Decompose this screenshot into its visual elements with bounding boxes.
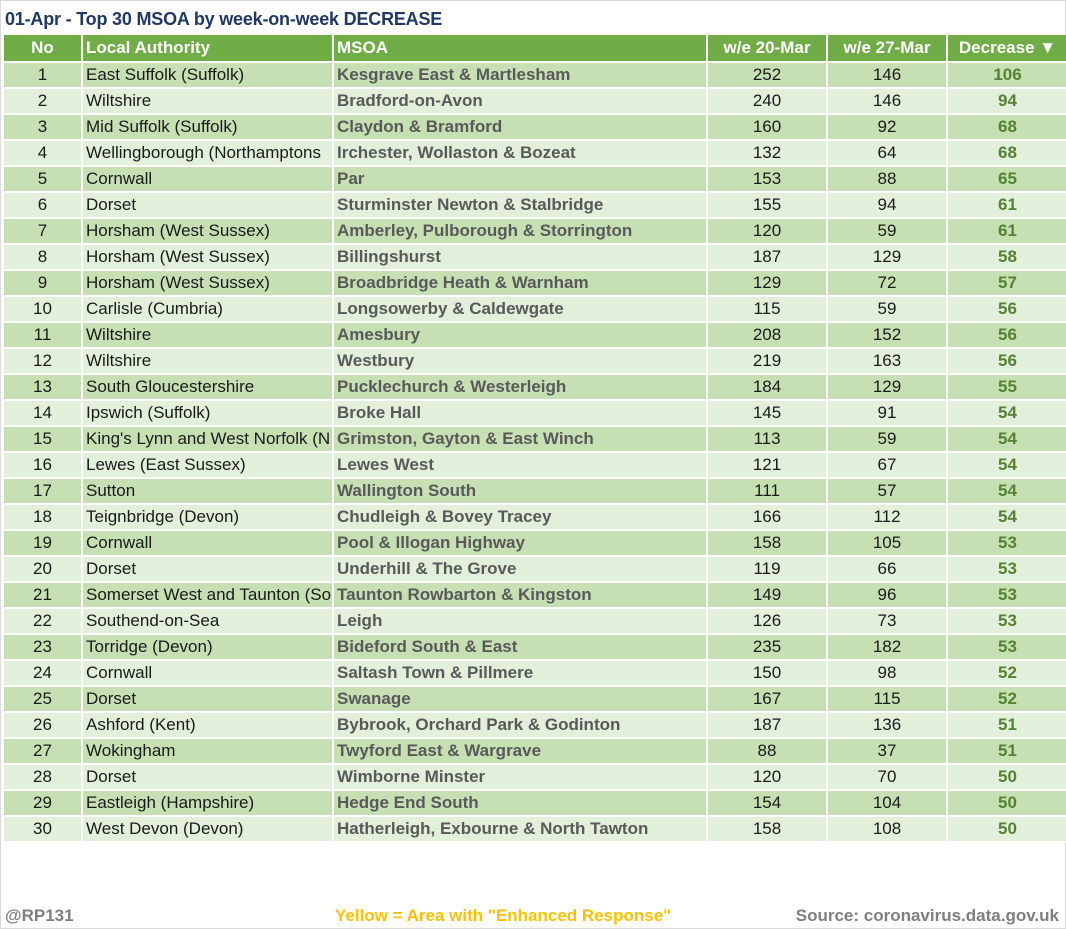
cell-we-27-mar: 94 bbox=[827, 192, 947, 218]
cell-we-27-mar: 70 bbox=[827, 764, 947, 790]
column-header-decrease-sorted-desc[interactable]: Decrease ▼ bbox=[947, 35, 1066, 62]
cell-rank: 4 bbox=[3, 140, 82, 166]
cell-we-27-mar: 37 bbox=[827, 738, 947, 764]
cell-msoa: Amberley, Pulborough & Storrington bbox=[333, 218, 707, 244]
cell-msoa: Swanage bbox=[333, 686, 707, 712]
cell-we-20-mar: 119 bbox=[707, 556, 827, 582]
cell-local-authority: Cornwall bbox=[82, 166, 333, 192]
cell-local-authority: Torridge (Devon) bbox=[82, 634, 333, 660]
cell-local-authority: East Suffolk (Suffolk) bbox=[82, 62, 333, 88]
cell-local-authority: Horsham (West Sussex) bbox=[82, 244, 333, 270]
table-row bbox=[3, 556, 1066, 582]
cell-local-authority: Eastleigh (Hampshire) bbox=[82, 790, 333, 816]
legend-note: Yellow = Area with "Enhanced Response" bbox=[335, 906, 672, 925]
cell-msoa: Irchester, Wollaston & Bozeat bbox=[333, 140, 707, 166]
cell-rank: 17 bbox=[3, 478, 82, 504]
cell-msoa: Taunton Rowbarton & Kingston bbox=[333, 582, 707, 608]
cell-local-authority: Lewes (East Sussex) bbox=[82, 452, 333, 478]
cell-decrease: 56 bbox=[947, 322, 1066, 348]
cell-we-20-mar: 158 bbox=[707, 816, 827, 842]
table-row bbox=[3, 218, 1066, 244]
cell-local-authority: Sutton bbox=[82, 478, 333, 504]
cell-msoa: Saltash Town & Pillmere bbox=[333, 660, 707, 686]
cell-rank: 12 bbox=[3, 348, 82, 374]
cell-msoa: Claydon & Bramford bbox=[333, 114, 707, 140]
table-row bbox=[3, 114, 1066, 140]
cell-rank: 26 bbox=[3, 712, 82, 738]
cell-rank: 1 bbox=[3, 62, 82, 88]
cell-we-27-mar: 104 bbox=[827, 790, 947, 816]
cell-rank: 29 bbox=[3, 790, 82, 816]
table-row bbox=[3, 400, 1066, 426]
cell-rank: 5 bbox=[3, 166, 82, 192]
cell-msoa: Bybrook, Orchard Park & Godinton bbox=[333, 712, 707, 738]
cell-we-20-mar: 88 bbox=[707, 738, 827, 764]
cell-msoa: Underhill & The Grove bbox=[333, 556, 707, 582]
cell-decrease: 61 bbox=[947, 192, 1066, 218]
table-row bbox=[3, 634, 1066, 660]
cell-we-20-mar: 155 bbox=[707, 192, 827, 218]
table-row bbox=[3, 62, 1066, 88]
cell-local-authority: South Gloucestershire bbox=[82, 374, 333, 400]
cell-we-20-mar: 149 bbox=[707, 582, 827, 608]
table-row bbox=[3, 816, 1066, 842]
cell-local-authority: Horsham (West Sussex) bbox=[82, 218, 333, 244]
cell-we-27-mar: 115 bbox=[827, 686, 947, 712]
cell-msoa: Leigh bbox=[333, 608, 707, 634]
cell-local-authority: Dorset bbox=[82, 556, 333, 582]
cell-local-authority: Southend-on-Sea bbox=[82, 608, 333, 634]
cell-we-20-mar: 208 bbox=[707, 322, 827, 348]
cell-we-20-mar: 145 bbox=[707, 400, 827, 426]
cell-we-27-mar: 72 bbox=[827, 270, 947, 296]
cell-rank: 3 bbox=[3, 114, 82, 140]
cell-decrease: 53 bbox=[947, 530, 1066, 556]
cell-we-27-mar: 163 bbox=[827, 348, 947, 374]
table-row bbox=[3, 140, 1066, 166]
table-row bbox=[3, 686, 1066, 712]
cell-rank: 10 bbox=[3, 296, 82, 322]
cell-decrease: 54 bbox=[947, 452, 1066, 478]
cell-we-27-mar: 98 bbox=[827, 660, 947, 686]
cell-msoa: Sturminster Newton & Stalbridge bbox=[333, 192, 707, 218]
cell-we-20-mar: 129 bbox=[707, 270, 827, 296]
table-row bbox=[3, 88, 1066, 114]
cell-we-27-mar: 105 bbox=[827, 530, 947, 556]
cell-we-20-mar: 113 bbox=[707, 426, 827, 452]
cell-local-authority: Cornwall bbox=[82, 660, 333, 686]
cell-rank: 22 bbox=[3, 608, 82, 634]
cell-decrease: 50 bbox=[947, 790, 1066, 816]
cell-msoa: Hedge End South bbox=[333, 790, 707, 816]
cell-msoa: Chudleigh & Bovey Tracey bbox=[333, 504, 707, 530]
cell-local-authority: Dorset bbox=[82, 192, 333, 218]
cell-we-20-mar: 166 bbox=[707, 504, 827, 530]
cell-msoa: Westbury bbox=[333, 348, 707, 374]
cell-we-27-mar: 59 bbox=[827, 426, 947, 452]
cell-rank: 27 bbox=[3, 738, 82, 764]
column-header-msoa[interactable]: MSOA bbox=[333, 35, 707, 62]
table-row bbox=[3, 426, 1066, 452]
author-handle: @RP131 bbox=[5, 906, 74, 925]
cell-decrease: 53 bbox=[947, 634, 1066, 660]
cell-rank: 6 bbox=[3, 192, 82, 218]
cell-we-20-mar: 153 bbox=[707, 166, 827, 192]
cell-local-authority: Ashford (Kent) bbox=[82, 712, 333, 738]
cell-local-authority: Wiltshire bbox=[82, 88, 333, 114]
cell-rank: 16 bbox=[3, 452, 82, 478]
cell-rank: 20 bbox=[3, 556, 82, 582]
cell-we-27-mar: 64 bbox=[827, 140, 947, 166]
cell-rank: 14 bbox=[3, 400, 82, 426]
cell-local-authority: Dorset bbox=[82, 686, 333, 712]
column-header-no[interactable]: No bbox=[3, 35, 82, 62]
table-row bbox=[3, 660, 1066, 686]
cell-we-20-mar: 132 bbox=[707, 140, 827, 166]
cell-local-authority: West Devon (Devon) bbox=[82, 816, 333, 842]
cell-decrease: 56 bbox=[947, 296, 1066, 322]
table-row bbox=[3, 166, 1066, 192]
cell-decrease: 51 bbox=[947, 738, 1066, 764]
table-row bbox=[3, 504, 1066, 530]
cell-local-authority: King's Lynn and West Norfolk (N bbox=[82, 426, 333, 452]
cell-we-20-mar: 235 bbox=[707, 634, 827, 660]
cell-msoa: Wallington South bbox=[333, 478, 707, 504]
table-row bbox=[3, 296, 1066, 322]
cell-decrease: 53 bbox=[947, 556, 1066, 582]
cell-decrease: 55 bbox=[947, 374, 1066, 400]
cell-rank: 15 bbox=[3, 426, 82, 452]
cell-we-27-mar: 112 bbox=[827, 504, 947, 530]
table-row bbox=[3, 712, 1066, 738]
cell-msoa: Bradford-on-Avon bbox=[333, 88, 707, 114]
table-row bbox=[3, 478, 1066, 504]
cell-we-27-mar: 88 bbox=[827, 166, 947, 192]
cell-rank: 9 bbox=[3, 270, 82, 296]
table-row bbox=[3, 738, 1066, 764]
cell-decrease: 56 bbox=[947, 348, 1066, 374]
cell-decrease: 68 bbox=[947, 114, 1066, 140]
cell-decrease: 54 bbox=[947, 400, 1066, 426]
cell-decrease: 53 bbox=[947, 608, 1066, 634]
cell-we-20-mar: 120 bbox=[707, 218, 827, 244]
cell-we-20-mar: 154 bbox=[707, 790, 827, 816]
msoa-table bbox=[2, 35, 1066, 843]
cell-msoa: Pucklechurch & Westerleigh bbox=[333, 374, 707, 400]
cell-we-27-mar: 146 bbox=[827, 62, 947, 88]
cell-we-20-mar: 160 bbox=[707, 114, 827, 140]
cell-we-20-mar: 121 bbox=[707, 452, 827, 478]
cell-rank: 23 bbox=[3, 634, 82, 660]
table-row bbox=[3, 790, 1066, 816]
cell-decrease: 94 bbox=[947, 88, 1066, 114]
cell-decrease: 54 bbox=[947, 426, 1066, 452]
table-row bbox=[3, 192, 1066, 218]
cell-decrease: 52 bbox=[947, 686, 1066, 712]
cell-local-authority: Carlisle (Cumbria) bbox=[82, 296, 333, 322]
cell-we-27-mar: 136 bbox=[827, 712, 947, 738]
cell-we-20-mar: 167 bbox=[707, 686, 827, 712]
cell-msoa: Broadbridge Heath & Warnham bbox=[333, 270, 707, 296]
cell-rank: 18 bbox=[3, 504, 82, 530]
cell-local-authority: Dorset bbox=[82, 764, 333, 790]
cell-we-27-mar: 66 bbox=[827, 556, 947, 582]
cell-local-authority: Wellingborough (Northamptons bbox=[82, 140, 333, 166]
column-header-local-authority[interactable]: Local Authority bbox=[82, 35, 333, 62]
cell-local-authority: Mid Suffolk (Suffolk) bbox=[82, 114, 333, 140]
cell-msoa: Longsowerby & Caldewgate bbox=[333, 296, 707, 322]
cell-msoa: Broke Hall bbox=[333, 400, 707, 426]
cell-decrease: 51 bbox=[947, 712, 1066, 738]
cell-local-authority: Teignbridge (Devon) bbox=[82, 504, 333, 530]
cell-msoa: Grimston, Gayton & East Winch bbox=[333, 426, 707, 452]
cell-we-20-mar: 158 bbox=[707, 530, 827, 556]
table-row bbox=[3, 244, 1066, 270]
cell-decrease: 58 bbox=[947, 244, 1066, 270]
cell-we-20-mar: 126 bbox=[707, 608, 827, 634]
cell-we-20-mar: 187 bbox=[707, 244, 827, 270]
cell-we-20-mar: 120 bbox=[707, 764, 827, 790]
cell-we-27-mar: 92 bbox=[827, 114, 947, 140]
cell-we-27-mar: 57 bbox=[827, 478, 947, 504]
cell-msoa: Par bbox=[333, 166, 707, 192]
cell-rank: 2 bbox=[3, 88, 82, 114]
column-header-we-27-mar[interactable]: w/e 27-Mar bbox=[827, 35, 947, 62]
table-row bbox=[3, 582, 1066, 608]
cell-rank: 21 bbox=[3, 582, 82, 608]
table-row bbox=[3, 530, 1066, 556]
cell-we-27-mar: 91 bbox=[827, 400, 947, 426]
cell-decrease: 53 bbox=[947, 582, 1066, 608]
table-body bbox=[3, 62, 1066, 842]
cell-decrease: 52 bbox=[947, 660, 1066, 686]
cell-decrease: 57 bbox=[947, 270, 1066, 296]
cell-we-27-mar: 67 bbox=[827, 452, 947, 478]
cell-decrease: 65 bbox=[947, 166, 1066, 192]
column-header-we-20-mar[interactable]: w/e 20-Mar bbox=[707, 35, 827, 62]
cell-local-authority: Wokingham bbox=[82, 738, 333, 764]
cell-we-27-mar: 129 bbox=[827, 244, 947, 270]
cell-local-authority: Wiltshire bbox=[82, 322, 333, 348]
cell-decrease: 61 bbox=[947, 218, 1066, 244]
cell-we-20-mar: 252 bbox=[707, 62, 827, 88]
cell-decrease: 54 bbox=[947, 504, 1066, 530]
source-credit: Source: coronavirus.data.gov.uk bbox=[795, 906, 1059, 925]
cell-rank: 13 bbox=[3, 374, 82, 400]
cell-we-27-mar: 59 bbox=[827, 218, 947, 244]
table-row bbox=[3, 374, 1066, 400]
cell-rank: 28 bbox=[3, 764, 82, 790]
cell-we-20-mar: 111 bbox=[707, 478, 827, 504]
cell-we-27-mar: 182 bbox=[827, 634, 947, 660]
cell-we-27-mar: 59 bbox=[827, 296, 947, 322]
cell-rank: 25 bbox=[3, 686, 82, 712]
table-row bbox=[3, 322, 1066, 348]
cell-local-authority: Cornwall bbox=[82, 530, 333, 556]
cell-rank: 30 bbox=[3, 816, 82, 842]
table-header-row bbox=[3, 35, 1066, 62]
cell-msoa: Billingshurst bbox=[333, 244, 707, 270]
cell-msoa: Bideford South & East bbox=[333, 634, 707, 660]
cell-we-27-mar: 73 bbox=[827, 608, 947, 634]
table-row bbox=[3, 348, 1066, 374]
cell-rank: 19 bbox=[3, 530, 82, 556]
table-row bbox=[3, 270, 1066, 296]
cell-rank: 24 bbox=[3, 660, 82, 686]
table-row bbox=[3, 452, 1066, 478]
cell-we-20-mar: 240 bbox=[707, 88, 827, 114]
cell-local-authority: Horsham (West Sussex) bbox=[82, 270, 333, 296]
table-row bbox=[3, 608, 1066, 634]
cell-we-20-mar: 187 bbox=[707, 712, 827, 738]
cell-decrease: 54 bbox=[947, 478, 1066, 504]
page-title: 01-Apr - Top 30 MSOA by week-on-week DECREASE bbox=[5, 9, 443, 29]
cell-decrease: 50 bbox=[947, 816, 1066, 842]
cell-msoa: Lewes West bbox=[333, 452, 707, 478]
cell-decrease: 106 bbox=[947, 62, 1066, 88]
cell-we-27-mar: 152 bbox=[827, 322, 947, 348]
cell-msoa: Twyford East & Wargrave bbox=[333, 738, 707, 764]
cell-we-20-mar: 150 bbox=[707, 660, 827, 686]
cell-decrease: 50 bbox=[947, 764, 1066, 790]
cell-we-20-mar: 115 bbox=[707, 296, 827, 322]
cell-local-authority: Somerset West and Taunton (So bbox=[82, 582, 333, 608]
cell-msoa: Amesbury bbox=[333, 322, 707, 348]
cell-we-27-mar: 129 bbox=[827, 374, 947, 400]
cell-msoa: Kesgrave East & Martlesham bbox=[333, 62, 707, 88]
cell-we-27-mar: 108 bbox=[827, 816, 947, 842]
cell-decrease: 68 bbox=[947, 140, 1066, 166]
cell-msoa: Pool & Illogan Highway bbox=[333, 530, 707, 556]
cell-local-authority: Ipswich (Suffolk) bbox=[82, 400, 333, 426]
cell-we-27-mar: 146 bbox=[827, 88, 947, 114]
cell-msoa: Wimborne Minster bbox=[333, 764, 707, 790]
table-row bbox=[3, 764, 1066, 790]
cell-we-27-mar: 96 bbox=[827, 582, 947, 608]
cell-rank: 7 bbox=[3, 218, 82, 244]
cell-rank: 8 bbox=[3, 244, 82, 270]
cell-we-20-mar: 184 bbox=[707, 374, 827, 400]
cell-local-authority: Wiltshire bbox=[82, 348, 333, 374]
cell-rank: 11 bbox=[3, 322, 82, 348]
cell-we-20-mar: 219 bbox=[707, 348, 827, 374]
cell-msoa: Hatherleigh, Exbourne & North Tawton bbox=[333, 816, 707, 842]
